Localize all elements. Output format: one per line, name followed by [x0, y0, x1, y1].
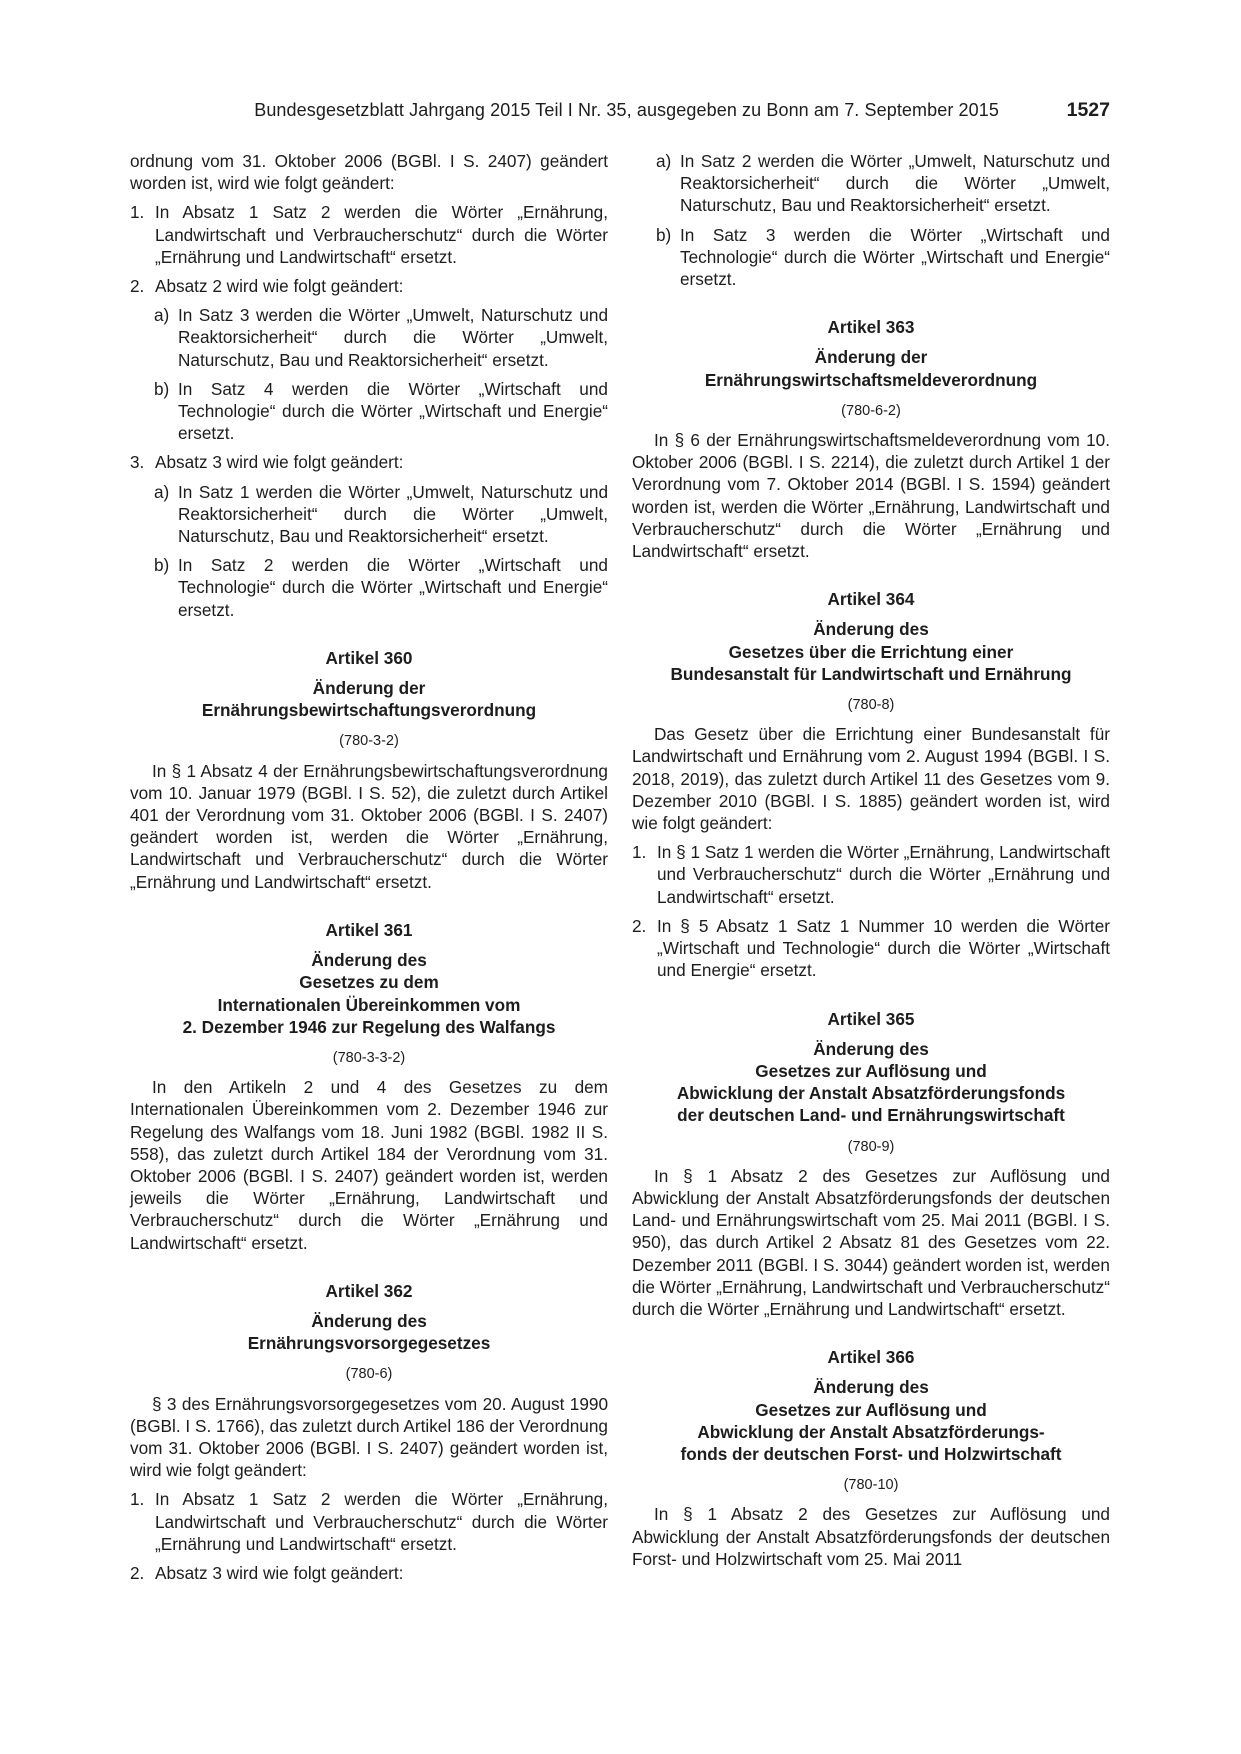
- article-362-fna: (780-6): [345, 1366, 393, 1383]
- item-number: 3.: [130, 452, 145, 473]
- article-365-body: In § 1 Absatz 2 des Gesetzes zur Auflösung und Abwicklung der Anstalt Absatzförderungsfonds der deutschen Land- und Ernährungswirtschaft vom 25. Mai 2011 (BGBl. I S. 950), das durch Artikel 2 Absatz 81 des Gesetzes vom 22. Dezember 2011 (BGBl. I S. 3044) geändert worden ist, werden die Wörter „Ernährung, Landwirtschaft und Verbraucherschutz“ durch die Wörter „Ernährung und Landwirtschaft“ ersetzt.: [632, 1165, 1110, 1319]
- item-text: In Absatz 1 Satz 2 werden die Wörter „Ernährung, Landwirtschaft und Verbraucherschutz“ durch die Wörter „Ernährung und Landwirtschaft“ ersetzt.: [155, 1489, 608, 1554]
- sub-item: [656, 150, 1110, 217]
- article-366-body: In § 1 Absatz 2 des Gesetzes zur Auflösung und Abwicklung der Anstalt Absatzförderungsfonds der deutschen Forst- und Holzwirtschaft vom 25. Mai 2011: [632, 1504, 1110, 1569]
- article-365-fna: (780-9): [847, 1138, 895, 1155]
- title-line: Internationalen Übereinkommen vom: [217, 994, 521, 1015]
- item-number: 1.: [632, 842, 647, 863]
- title-line: Ernährungswirtschaftsmeldeverordnung: [704, 369, 1038, 390]
- running-title: Bundesgesetzblatt Jahrgang 2015 Teil I Nr. 35, ausgegeben zu Bonn am 7. September 2015: [254, 100, 999, 120]
- title-line: Abwicklung der Anstalt Absatzförderungsfonds: [676, 1083, 1066, 1104]
- item-number: 1.: [130, 202, 145, 223]
- sub-item-letter: b): [154, 555, 170, 576]
- sub-item: [154, 304, 608, 371]
- list-item: [632, 841, 1110, 908]
- article-365-title: [632, 1038, 1110, 1127]
- title-line: Änderung der: [312, 678, 426, 699]
- sub-item-letter: b): [154, 378, 170, 399]
- article-363-title: [632, 346, 1110, 390]
- title-line: fonds der deutschen Forst- und Holzwirtschaft: [680, 1443, 1062, 1464]
- title-line: Gesetzes zur Auflösung und: [755, 1060, 987, 1081]
- title-line: Ernährungsbewirtschaftungsverordnung: [201, 700, 537, 721]
- sub-item-letter: b): [656, 224, 672, 245]
- item-text: In § 5 Absatz 1 Satz 1 Nummer 10 werden die Wörter „Wirtschaft und Technologie“ durch die Wörter „Wirtschaft und Energie“ ersetzt.: [657, 915, 1110, 981]
- article-364-heading: Artikel 364: [827, 589, 915, 610]
- article-366-heading: Artikel 366: [827, 1347, 915, 1368]
- article-360-heading: Artikel 360: [325, 647, 413, 668]
- list-item: [130, 275, 608, 297]
- sub-item: [656, 224, 1110, 291]
- sub-item-text: In Satz 4 werden die Wörter „Wirtschaft und Technologie“ durch die Wörter „Wirtschaft und Energie“ ersetzt.: [178, 378, 608, 444]
- title-line: 2. Dezember 1946 zur Regelung des Walfangs: [182, 1016, 556, 1037]
- article-360-title: [130, 677, 608, 721]
- sub-item-text: In Satz 2 werden die Wörter „Wirtschaft und Technologie“ durch die Wörter „Wirtschaft und Energie“ ersetzt.: [178, 555, 608, 620]
- sub-item-text: In Satz 1 werden die Wörter „Umwelt, Naturschutz und Reaktorsicherheit“ durch die Wörter „Umwelt, Naturschutz, Bau und Reaktorsicherheit“ ersetzt.: [178, 481, 608, 547]
- article-361-fna: (780-3-3-2): [332, 1049, 406, 1066]
- item-text: In § 1 Satz 1 werden die Wörter „Ernährung, Landwirtschaft und Verbraucherschutz“ durch die Wörter „Ernährung und Landwirtschaft“ ersetzt.: [657, 842, 1110, 907]
- article-362-title: [130, 1310, 608, 1354]
- title-line: Gesetzes zur Auflösung und: [755, 1399, 987, 1420]
- sub-item-letter: a): [154, 305, 170, 326]
- title-line: Änderung des: [311, 1310, 427, 1331]
- continuation-paragraph: ordnung vom 31. Oktober 2006 (BGBl. I S. 2407) geändert worden ist, wird wie folgt geändert:: [130, 151, 608, 194]
- title-line: Änderung des: [813, 619, 929, 640]
- title-line: Bundesanstalt für Landwirtschaft und Ernährung: [670, 663, 1072, 684]
- article-366-fna: (780-10): [843, 1477, 899, 1494]
- sub-item: [154, 554, 608, 621]
- article-365-heading: Artikel 365: [827, 1008, 915, 1029]
- article-360-fna: (780-3-2): [339, 733, 399, 750]
- article-364-body: Das Gesetz über die Errichtung einer Bundesanstalt für Landwirtschaft und Ernährung vom 2. August 1994 (BGBl. I S. 2018, 2019), das zuletzt durch Artikel 11 des Gesetzes vom 9. Dezember 2010 (BGBl. I S. 1885) geändert worden ist, wird wie folgt geändert:: [632, 724, 1110, 834]
- title-line: Änderung des: [311, 950, 427, 971]
- article-361-title: [130, 949, 608, 1038]
- list-item: [632, 915, 1110, 982]
- title-line: Abwicklung der Anstalt Absatzförderungs-: [697, 1421, 1045, 1442]
- article-363-body: In § 6 der Ernährungswirtschaftsmeldeverordnung vom 10. Oktober 2006 (BGBl. I S. 2214), die zuletzt durch Artikel 1 der Verordnung vom 7. Oktober 2014 (BGBl. I S. 1594) geändert worden ist, werden die Wörter „Ernährung, Landwirtschaft und Verbraucherschutz“ durch die Wörter „Ernährung und Landwirtschaft“ ersetzt.: [632, 430, 1110, 562]
- item-number: 2.: [632, 915, 647, 936]
- title-line: Gesetzes über die Errichtung einer: [728, 641, 1014, 662]
- title-line: Änderung der: [814, 347, 928, 368]
- sub-item-letter: a): [656, 151, 672, 171]
- page-header: [130, 100, 1110, 130]
- article-361-heading: Artikel 361: [325, 919, 413, 940]
- article-360-body: In § 1 Absatz 4 der Ernährungsbewirtschaftungsverordnung vom 10. Januar 1979 (BGBl. I S. 52), die zuletzt durch Artikel 401 der Verordnung vom 31. Oktober 2006 (BGBl. I S. 2407) geändert worden ist, werden die Wörter „Ernährung, Landwirtschaft und Verbraucherschutz“ durch die Wörter „Ernährung und Landwirtschaft“ ersetzt.: [130, 760, 608, 892]
- sub-item-text: In Satz 2 werden die Wörter „Umwelt, Naturschutz und Reaktorsicherheit“ durch die Wörter „Umwelt, Naturschutz, Bau und Reaktorsicherheit“ ersetzt.: [680, 151, 1110, 216]
- right-column: [632, 150, 1110, 1570]
- article-366-title: [632, 1376, 1110, 1465]
- article-364-title: [632, 618, 1110, 685]
- item-number: 2.: [130, 276, 145, 297]
- sub-item-text: In Satz 3 werden die Wörter „Wirtschaft und Technologie“ durch die Wörter „Wirtschaft und Energie“ ersetzt.: [680, 224, 1110, 290]
- article-364-fna: (780-8): [847, 697, 895, 714]
- list-item: [130, 451, 608, 473]
- item-number: 2.: [130, 1562, 145, 1583]
- item-text: Absatz 3 wird wie folgt geändert:: [155, 452, 404, 473]
- item-number: 1.: [130, 1489, 145, 1510]
- article-363-heading: Artikel 363: [827, 317, 915, 338]
- article-362-heading: Artikel 362: [325, 1280, 413, 1301]
- item-text: In Absatz 1 Satz 2 werden die Wörter „Ernährung, Landwirtschaft und Verbraucherschutz“ durch die Wörter „Ernährung und Landwirtschaft“ ersetzt.: [155, 202, 608, 267]
- title-line: Änderung des: [813, 1038, 929, 1059]
- title-line: Ernährungsvorsorgegesetzes: [247, 1333, 491, 1354]
- article-361-body: In den Artikeln 2 und 4 des Gesetzes zu dem Internationalen Übereinkommen vom 2. Dezember 1946 zur Regelung des Walfangs vom 18. Juni 1982 (BGBl. 1982 II S. 558), das zuletzt durch Artikel 184 der Verordnung vom 31. Oktober 2006 (BGBl. I S. 2407) geändert worden ist, werden jeweils die Wörter „Ernährung, Landwirtschaft und Verbraucherschutz“ durch die Wörter „Ernährung und Landwirtschaft“ ersetzt.: [130, 1077, 608, 1253]
- title-line: Gesetzes zu dem: [299, 972, 439, 993]
- sub-item: [154, 378, 608, 445]
- left-column: [130, 150, 608, 1584]
- title-line: Änderung des: [813, 1377, 929, 1398]
- sub-item-letter: a): [154, 481, 170, 502]
- article-363-fna: (780-6-2): [841, 402, 901, 419]
- item-text: Absatz 3 wird wie folgt geändert:: [155, 1562, 404, 1583]
- page-number: 1527: [1066, 99, 1110, 121]
- list-item: [130, 1488, 608, 1555]
- article-362-body: § 3 des Ernährungsvorsorgegesetzes vom 20. August 1990 (BGBl. I S. 1766), das zuletzt durch Artikel 186 der Verordnung vom 31. Oktober 2006 (BGBl. I S. 2407) geändert worden ist, wird wie folgt geändert:: [130, 1393, 608, 1481]
- item-text: Absatz 2 wird wie folgt geändert:: [155, 276, 404, 297]
- list-item: [130, 201, 608, 268]
- sub-item-text: In Satz 3 werden die Wörter „Umwelt, Naturschutz und Reaktorsicherheit“ durch die Wörter „Umwelt, Naturschutz, Bau und Reaktorsicherheit“ ersetzt.: [178, 305, 608, 370]
- sub-item: [154, 481, 608, 548]
- list-item: [130, 1562, 608, 1584]
- title-line: der deutschen Land- und Ernährungswirtschaft: [677, 1105, 1065, 1126]
